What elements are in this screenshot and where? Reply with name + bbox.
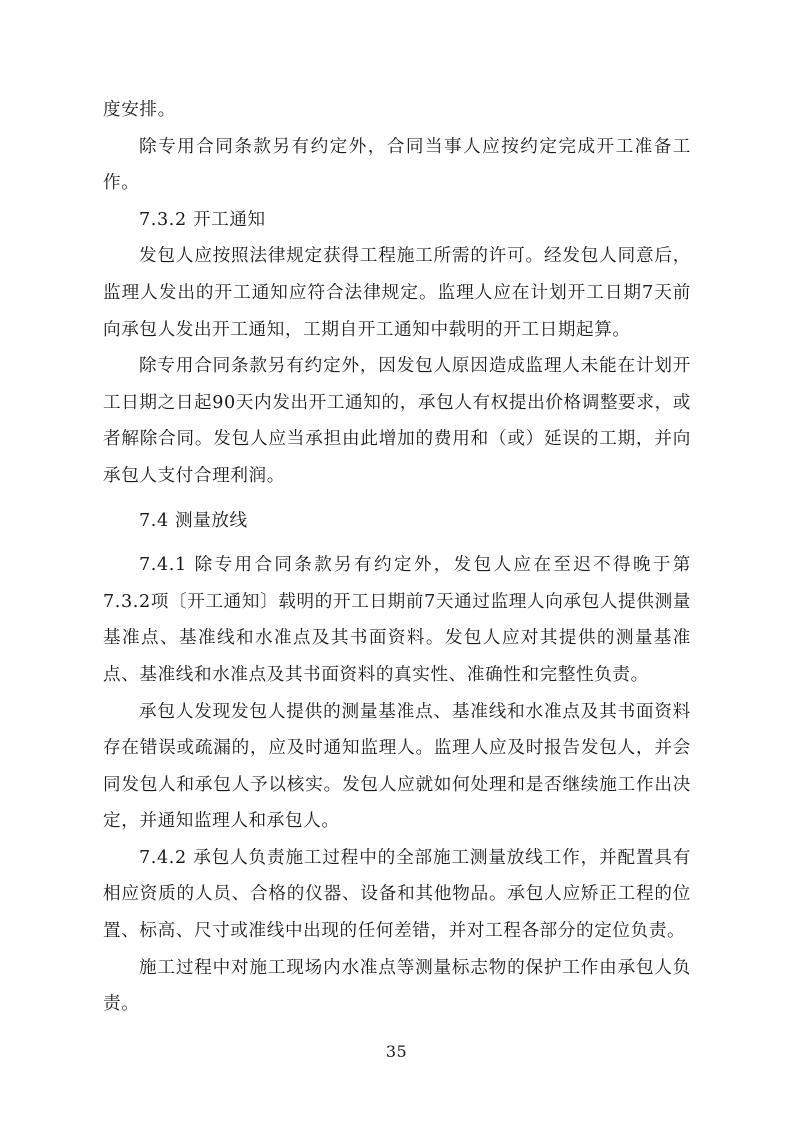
paragraph-start-notice-permit: 发包人应按照法律规定获得工程施工所需的许可。经发包人同意后，监理人发出的开工通知应符合法律规定。监理人应在计划开工日期7天前向承包人发出开工通知，工期自开工通知中载明的开工日期起算。	[103, 246, 691, 340]
document-body	[103, 92, 691, 1023]
heading-7-4: 7.4 测量放线	[139, 510, 248, 531]
paragraph-continuation: 度安排。	[103, 100, 176, 120]
heading-7-3-2: 7.3.2 开工通知	[139, 209, 266, 230]
paragraph-7-4-2: 7.4.2 承包人负责施工过程中的全部施工测量放线工作，并配置具有相应资质的人员、合格的仪器、设备和其他物品。承包人应矫正工程的位置、标高、尺寸或准线中出现的任何差错，并对工程各部分的定位负责。	[103, 847, 691, 942]
paragraph-start-preparation: 除专用合同条款另有约定外，合同当事人应按约定完成开工准备工作。	[103, 136, 691, 194]
section-gap	[103, 539, 691, 547]
paragraph-start-notice-delay: 除专用合同条款另有约定外，因发包人原因造成监理人未能在计划开工日期之日起90天内发出开工通知的，承包人有权提出价格调整要求，或者解除合同。发包人应当承担由此增加的费用和（或）延误的工期，并向承包人支付合理利润。	[103, 356, 691, 486]
paragraph-7-4-1: 7.4.1 除专用合同条款另有约定外，发包人应在至迟不得晚于第7.3.2项〔开工通知〕载明的开工日期前7天通过监理人向承包人提供测量基准点、基准线和水准点及其书面资料。发包人应对其提供的测量基准点、基准线和水准点及其书面资料的真实性、准确性和完整性负责。	[103, 555, 691, 685]
paragraph-survey-errors: 承包人发现发包人提供的测量基准点、基准线和水准点及其书面资料存在错误或疏漏的，应及时通知监理人。监理人应及时报告发包人，并会同发包人和承包人予以核实。发包人应就如何处理和是否继续施工作出决定，并通知监理人和承包人。	[103, 701, 691, 832]
page-number: 35	[385, 1042, 408, 1061]
paragraph-benchmark-protection: 施工过程中对施工现场内水准点等测量标志物的保护工作由承包人负责。	[103, 957, 691, 1015]
section-gap	[103, 495, 691, 503]
